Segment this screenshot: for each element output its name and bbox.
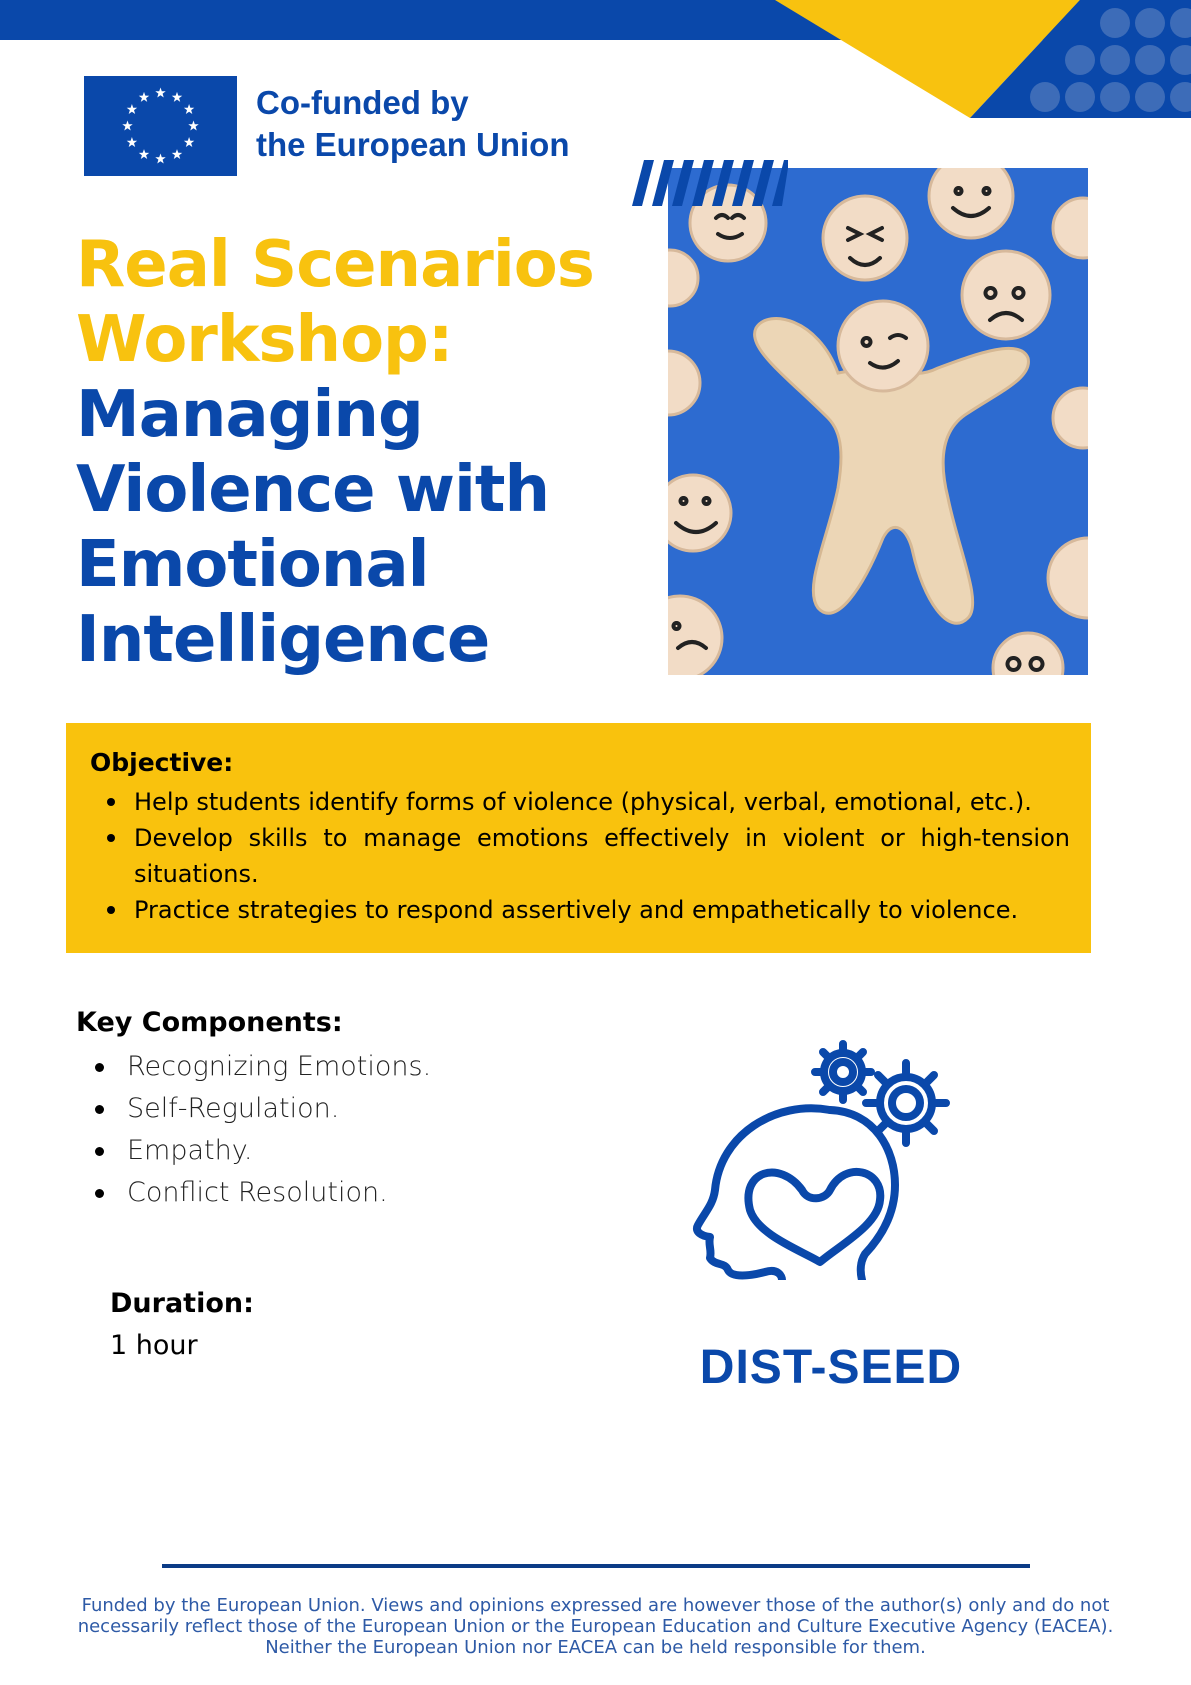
eu-star-icon <box>122 121 132 131</box>
eu-star-icon <box>184 137 194 147</box>
head-heart-gears-icon <box>680 1040 980 1280</box>
eu-stars-icon <box>84 76 237 176</box>
decorative-slashes <box>632 160 788 206</box>
duration-value: 1 hour <box>110 1330 198 1361</box>
eu-star-icon <box>188 121 198 131</box>
objective-item: Help students identify forms of violence (physical, verbal, emotional, etc.). <box>90 784 1070 820</box>
eu-text-line2: the European Union <box>256 126 570 163</box>
key-component-item: Empathy. <box>76 1130 431 1172</box>
emoji-faces-photo <box>668 168 1088 675</box>
eu-star-icon <box>184 104 194 114</box>
footer-divider <box>162 1564 1030 1568</box>
objective-item: Develop skills to manage emotions effectively in violent or high-tension situations. <box>90 820 1070 892</box>
eu-star-icon <box>155 154 165 164</box>
key-component-item: Conflict Resolution. <box>76 1172 431 1214</box>
title-line-4: Violence with <box>76 453 550 527</box>
eu-star-icon <box>127 137 137 147</box>
eu-flag-logo <box>84 76 237 176</box>
funding-disclaimer: Funded by the European Union. Views and opinions expressed are however those of the author(s) only and do not necessarily reflect those of the European Union or the European Education and Culture Executive Agency (EACEA). Neither the European Union nor EACEA can be held responsible for them. <box>77 1595 1114 1658</box>
eu-star-icon <box>172 149 182 159</box>
eu-text-line1: Co-funded by <box>256 84 469 121</box>
eu-star-icon <box>139 92 149 102</box>
title-line-2: Workshop: <box>76 303 453 377</box>
key-component-item: Recognizing Emotions. <box>76 1046 431 1088</box>
eu-star-icon <box>139 149 149 159</box>
title-line-6: Intelligence <box>76 603 490 677</box>
eu-star-icon <box>155 88 165 98</box>
key-component-item: Self-Regulation. <box>76 1088 431 1130</box>
title-line-3: Managing <box>76 378 423 452</box>
key-components-heading: Key Components: <box>76 1007 343 1038</box>
eu-star-icon <box>172 92 182 102</box>
title-line-5: Emotional <box>76 528 429 602</box>
eu-star-icon <box>127 104 137 114</box>
objective-heading: Objective: <box>90 748 234 777</box>
dist-seed-logo-text: DIST-SEED <box>699 1341 963 1394</box>
objective-item: Practice strategies to respond assertively and empathetically to violence. <box>90 892 1070 928</box>
objective-list <box>90 784 1070 928</box>
title-line-1: Real Scenarios <box>76 228 594 302</box>
duration-heading: Duration: <box>110 1288 254 1319</box>
eu-cofunded-text <box>256 82 570 166</box>
workshop-title <box>76 228 636 678</box>
key-components-list <box>76 1046 431 1214</box>
